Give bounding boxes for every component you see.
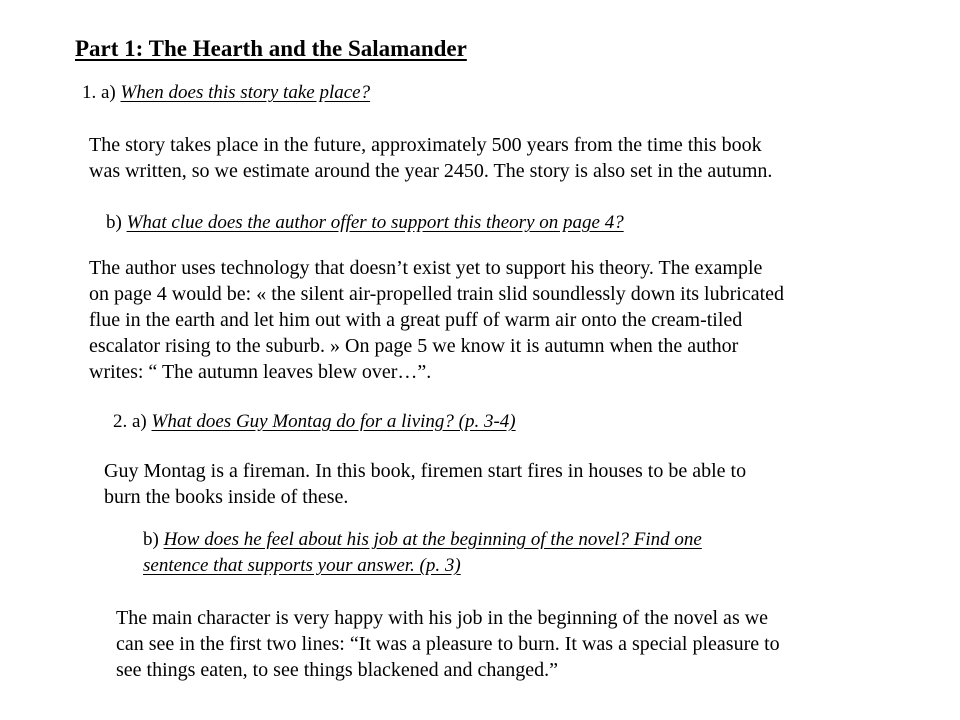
answer-line: The author uses technology that doesn’t exist yet to support his theory. The example [89, 257, 763, 279]
question-text: When does this story take place? [120, 82, 371, 103]
question-text: sentence that supports your answer. (p. 3) [143, 555, 461, 576]
answer-line: escalator rising to the suburb. » On page 5 we know it is autumn when the author [89, 335, 739, 357]
answer-line: flue in the earth and let him out with a great puff of warm air onto the cream-tiled [89, 309, 743, 331]
question-2b [143, 527, 702, 579]
answer-line: on page 4 would be: « the silent air-propelled train slid soundlessly down its lubricated [89, 283, 785, 305]
question-2a [113, 409, 516, 435]
answer-2a [104, 458, 746, 510]
answer-line: was written, so we estimate around the year 2450. The story is also set in the autumn. [89, 160, 773, 182]
question-number: 1. a) [82, 82, 121, 103]
answer-line: burn the books inside of these. [104, 486, 349, 508]
question-1a [82, 80, 370, 106]
question-number: 2. a) [113, 411, 152, 432]
question-text: What does Guy Montag do for a living? (p. 3-4) [151, 411, 516, 432]
answer-line: The story takes place in the future, approximately 500 years from the time this book [89, 134, 762, 156]
question-number: b) [106, 212, 127, 233]
answer-line: Guy Montag is a fireman. In this book, firemen start fires in houses to be able to [104, 460, 747, 482]
question-text: How does he feel about his job at the beginning of the novel? Find one [163, 529, 702, 550]
answer-line: The main character is very happy with his job in the beginning of the novel as we [116, 607, 769, 629]
question-number: b) [143, 529, 164, 550]
answer-line: can see in the first two lines: “It was a pleasure to burn. It was a special pleasure to [116, 633, 780, 655]
answer-line: see things eaten, to see things blackened and changed.” [116, 659, 559, 681]
answer-2b [116, 605, 780, 683]
page-title: Part 1: The Hearth and the Salamander [75, 36, 467, 61]
answer-1b [89, 255, 784, 385]
answer-line: writes: “ The autumn leaves blew over…”. [89, 361, 432, 383]
question-1b [106, 210, 624, 236]
answer-1a [89, 132, 772, 184]
question-text: What clue does the author offer to support this theory on page 4? [126, 212, 624, 233]
